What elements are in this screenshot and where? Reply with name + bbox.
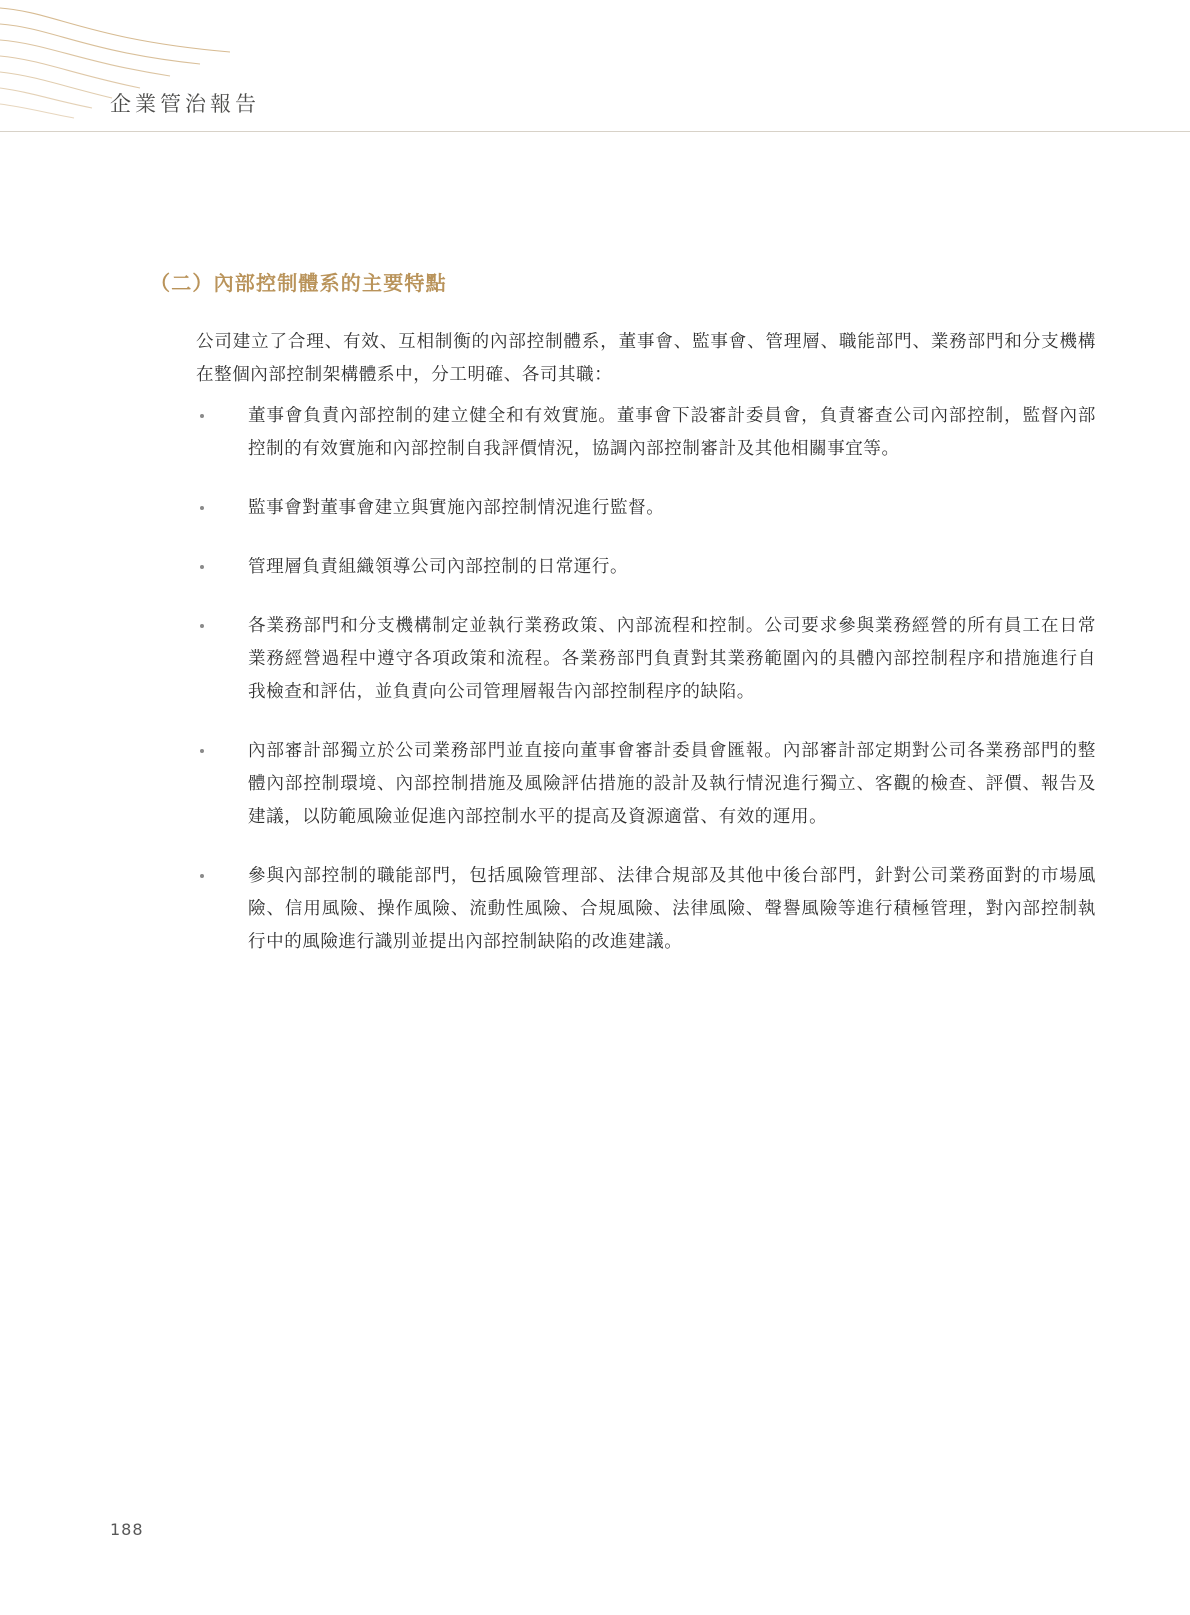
page-header — [0, 0, 1190, 132]
list-item-text: 監事會對董事會建立與實施內部控制情況進行監督。 — [248, 498, 665, 518]
list-item — [196, 735, 1096, 834]
list-item-text: 董事會負責內部控制的建立健全和有效實施。董事會下設審計委員會，負責審查公司內部控制，監督內部控制的有效實施和內部控制自我評價情況，協調內部控制審計及其他相關事宜等。 — [248, 406, 1096, 459]
bullet-list — [196, 400, 1096, 985]
bullet-dot-icon — [200, 624, 204, 628]
page-number: 188 — [110, 1520, 144, 1539]
bullet-dot-icon — [200, 506, 204, 510]
bullet-dot-icon — [200, 414, 204, 418]
bullet-dot-icon — [200, 749, 204, 753]
list-item-text: 各業務部門和分支機構制定並執行業務政策、內部流程和控制。公司要求參與業務經營的所有員工在日常業務經營過程中遵守各項政策和流程。各業務部門負責對其業務範圍內的具體內部控制程序和措施進行自我檢查和評估，並負責向公司管理層報告內部控制程序的缺陷。 — [248, 616, 1096, 702]
bullet-dot-icon — [200, 874, 204, 878]
list-item — [196, 610, 1096, 709]
section-heading: （二）內部控制體系的主要特點 — [150, 271, 447, 295]
list-item-text: 內部審計部獨立於公司業務部門並直接向董事會審計委員會匯報。內部審計部定期對公司各業務部門的整體內部控制環境、內部控制措施及風險評估措施的設計及執行情況進行獨立、客觀的檢查、評價、報告及建議，以防範風險並促進內部控制水平的提高及資源適當、有效的運用。 — [248, 741, 1096, 827]
list-item — [196, 400, 1096, 466]
bullet-dot-icon — [200, 565, 204, 569]
running-header-title: 企業管治報告 — [110, 92, 260, 116]
list-item — [196, 551, 1096, 584]
list-item-text: 管理層負責組織領導公司內部控制的日常運行。 — [248, 557, 629, 577]
intro-paragraph: 公司建立了合理、有效、互相制衡的內部控制體系，董事會、監事會、管理層、職能部門、業務部門和分支機構在整個內部控制架構體系中，分工明確、各司其職： — [196, 331, 1096, 385]
list-item — [196, 492, 1096, 525]
header-divider — [0, 131, 1190, 132]
list-item — [196, 860, 1096, 959]
list-item-text: 參與內部控制的職能部門，包括風險管理部、法律合規部及其他中後台部門，針對公司業務面對的市場風險、信用風險、操作風險、流動性風險、合規風險、法律風險、聲譽風險等進行積極管理，對內部控制執行中的風險進行識別並提出內部控制缺陷的改進建議。 — [248, 866, 1096, 952]
